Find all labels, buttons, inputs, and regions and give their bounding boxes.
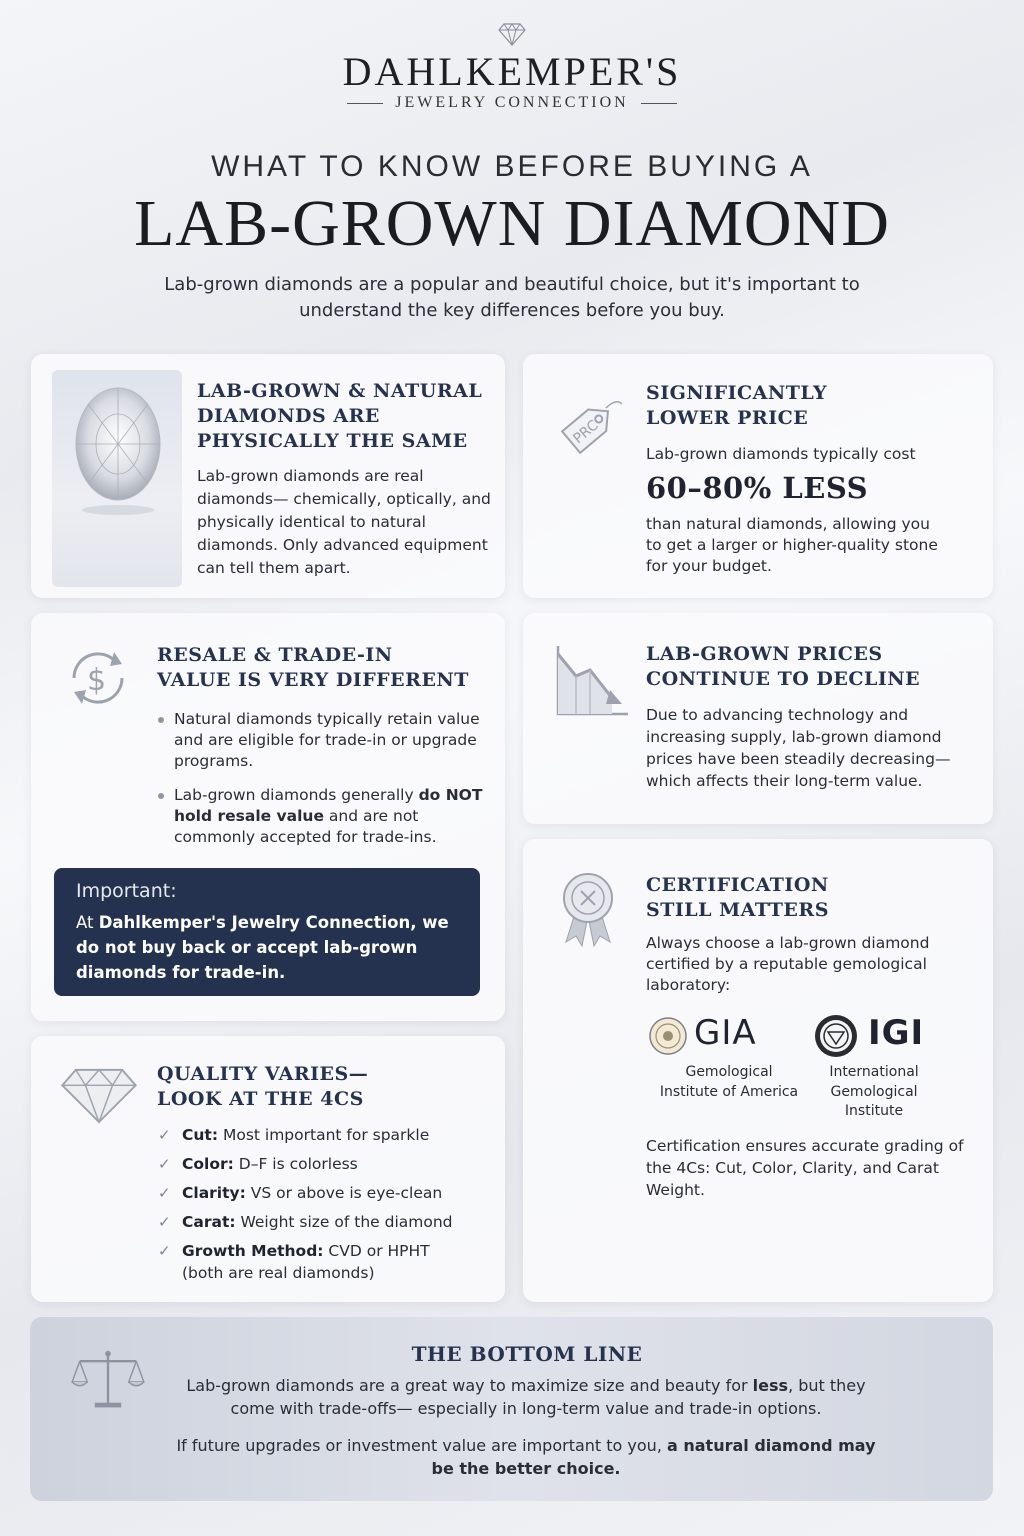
kicker: WHAT TO KNOW BEFORE BUYING A: [211, 150, 813, 183]
card-quality-title-line2: LOOK AT THE 4CS: [157, 1088, 364, 1110]
gia-logo-text: GIA: [694, 1013, 757, 1053]
bottom-line-para2: [170, 1434, 882, 1480]
card-price-highlight: 60–80% LESS: [646, 471, 869, 505]
card-same-title-line2: DIAMONDS ARE: [197, 405, 380, 427]
card-price-text: than natural diamonds, allowing you to get a larger or higher-quality stone for your budget.: [646, 515, 938, 575]
card-quality-title-line1: QUALITY VARIES—: [157, 1063, 369, 1085]
check-icon: ✓: [158, 1213, 171, 1231]
card-resale-title-line2: VALUE IS VERY DIFFERENT: [157, 669, 469, 691]
gia-name-line2: Institute of America: [659, 1083, 799, 1100]
card-quality-title: [157, 1062, 487, 1112]
quality-growth-note: (both are real diamonds): [182, 1264, 375, 1282]
igi-name-line2: Gemological: [830, 1083, 918, 1100]
card-cert-text: Always choose a lab-grown diamond certified by a reputable gemological laboratory:: [646, 934, 930, 994]
quality-item-label: Growth Method:: [182, 1242, 324, 1260]
card-same-text: Lab-grown diamonds are real diamonds— chemically, optically, and physically identical to natural diamonds. Only advanced equipment can tell them apart.: [197, 467, 491, 577]
card-resale-title: [157, 643, 497, 693]
card-price-title-line1: SIGNIFICANTLY: [646, 382, 828, 404]
resale-bullet-natural: Natural diamonds typically retain value and are eligible for trade-in or upgrade programs.: [156, 709, 492, 772]
quality-item-value: CVD or HPHT: [323, 1242, 430, 1260]
award-ribbon-icon: [558, 870, 618, 950]
important-pre: At: [76, 913, 99, 932]
declining-chart-icon: [552, 642, 632, 722]
quality-item-label: Cut:: [182, 1126, 219, 1144]
card-decline-title-line1: LAB-GROWN PRICES: [646, 643, 883, 665]
quality-item-label: Clarity:: [182, 1184, 246, 1202]
resale-bullets: [156, 709, 492, 860]
card-price-lead: Lab-grown diamonds typically cost: [646, 445, 916, 463]
card-cert-footer: Certification ensures accurate grading of the 4Cs: Cut, Color, Clarity, and Carat Weight.: [646, 1137, 964, 1199]
quality-item-color: [158, 1153, 488, 1175]
igi-name-line1: International: [829, 1064, 919, 1080]
card-decline-title-line2: CONTINUE TO DECLINE: [646, 668, 921, 690]
important-label: Important:: [76, 880, 177, 902]
quality-item-growth: [158, 1240, 488, 1284]
brand-name: DAHLKEMPER'S: [342, 49, 682, 94]
tagline-rule-right: [641, 103, 677, 104]
quality-item-cut: [158, 1124, 488, 1146]
card-same-title: [197, 379, 497, 454]
quality-item-value: Weight size of the diamond: [235, 1213, 453, 1231]
important-notice: [54, 868, 480, 996]
quality-checklist: [158, 1124, 488, 1284]
bottom-line-title: THE BOTTOM LINE: [411, 1342, 643, 1366]
card-cert-title: [646, 873, 966, 923]
important-store-name: Dahlkemper's Jewelry Connection,: [98, 913, 417, 932]
quality-item-label: Carat:: [182, 1213, 236, 1231]
price-tag-icon: [548, 388, 628, 468]
bottom-p2-pre: If future upgrades or investment value are important to you,: [176, 1436, 667, 1455]
gia-name-line1: Gemological: [685, 1064, 773, 1080]
bottom-p1-bold: less: [752, 1376, 789, 1395]
oval-diamond-image: [52, 370, 182, 587]
oval-diamond-icon: [52, 370, 182, 587]
card-resale-title-line1: RESALE & TRADE-IN: [157, 644, 393, 666]
check-icon: ✓: [158, 1126, 171, 1144]
price-tag-text: PRC: [570, 417, 602, 448]
gia-seal-icon: [648, 1016, 688, 1056]
gia-name: [656, 1063, 802, 1102]
resale-bullet-lab-bold: do NOT hold resale value: [174, 786, 483, 825]
resale-bullet-lab-post: and are not commonly accepted for trade-ins.: [174, 807, 437, 846]
tagline-row: [0, 94, 1024, 112]
important-rest: we do not buy back or accept lab-grown diamonds for trade-in.: [76, 913, 449, 982]
diamond-logo-icon: [498, 22, 526, 46]
quality-item-value: VS or above is eye-clean: [245, 1184, 443, 1202]
check-icon: ✓: [158, 1242, 171, 1260]
check-icon: ✓: [158, 1184, 171, 1202]
check-icon: ✓: [158, 1155, 171, 1173]
tagline: JEWELRY CONNECTION: [395, 94, 629, 111]
resale-bullet-lab-pre: Lab-grown diamonds generally: [174, 786, 419, 804]
quality-item-clarity: [158, 1182, 488, 1204]
page-title: LAB-GROWN DIAMOND: [134, 187, 890, 260]
card-same-title-line3: PHYSICALLY THE SAME: [197, 430, 468, 452]
card-cert-title-line2: STILL MATTERS: [646, 899, 829, 921]
quality-item-value: D–F is colorless: [233, 1155, 358, 1173]
igi-name-line3: Institute: [844, 1103, 904, 1119]
card-price-title-line2: LOWER PRICE: [646, 407, 809, 429]
important-message: [76, 910, 466, 985]
bottom-line-para1: [170, 1374, 882, 1420]
card-price-title: [646, 381, 966, 431]
bottom-p1-pre: Lab-grown diamonds are a great way to maximize size and beauty for: [186, 1376, 753, 1395]
card-decline-text: Due to advancing technology and increasing supply, lab-grown diamond prices have been steadily decreasing— which affects their long-term value.: [646, 706, 951, 790]
igi-seal-icon: [813, 1013, 859, 1059]
intro-text: Lab-grown diamonds are a popular and beautiful choice, but it's important to understand the key differences before you buy.: [164, 274, 860, 321]
bottom-p1-post: , but they come with trade-offs— especially in long-term value and trade-in options.: [230, 1376, 866, 1418]
card-same-title-line1: LAB-GROWN & NATURAL: [197, 380, 483, 402]
diamond-outline-icon: [60, 1066, 138, 1124]
resale-bullet-lab: [156, 785, 492, 848]
card-cert-title-line1: CERTIFICATION: [646, 874, 829, 896]
bottom-p2-bold: a natural diamond may be the better choice.: [431, 1436, 876, 1478]
tagline-rule-left: [347, 103, 383, 104]
igi-logo-text: IGI: [868, 1013, 925, 1053]
dollar-cycle-icon: [58, 638, 138, 718]
svg-text:$: $: [87, 663, 107, 698]
quality-item-value: Most important for sparkle: [218, 1126, 430, 1144]
card-decline-title: [646, 642, 976, 692]
quality-item-carat: [158, 1211, 488, 1233]
igi-name: [814, 1063, 934, 1122]
quality-item-label: Color:: [182, 1155, 234, 1173]
